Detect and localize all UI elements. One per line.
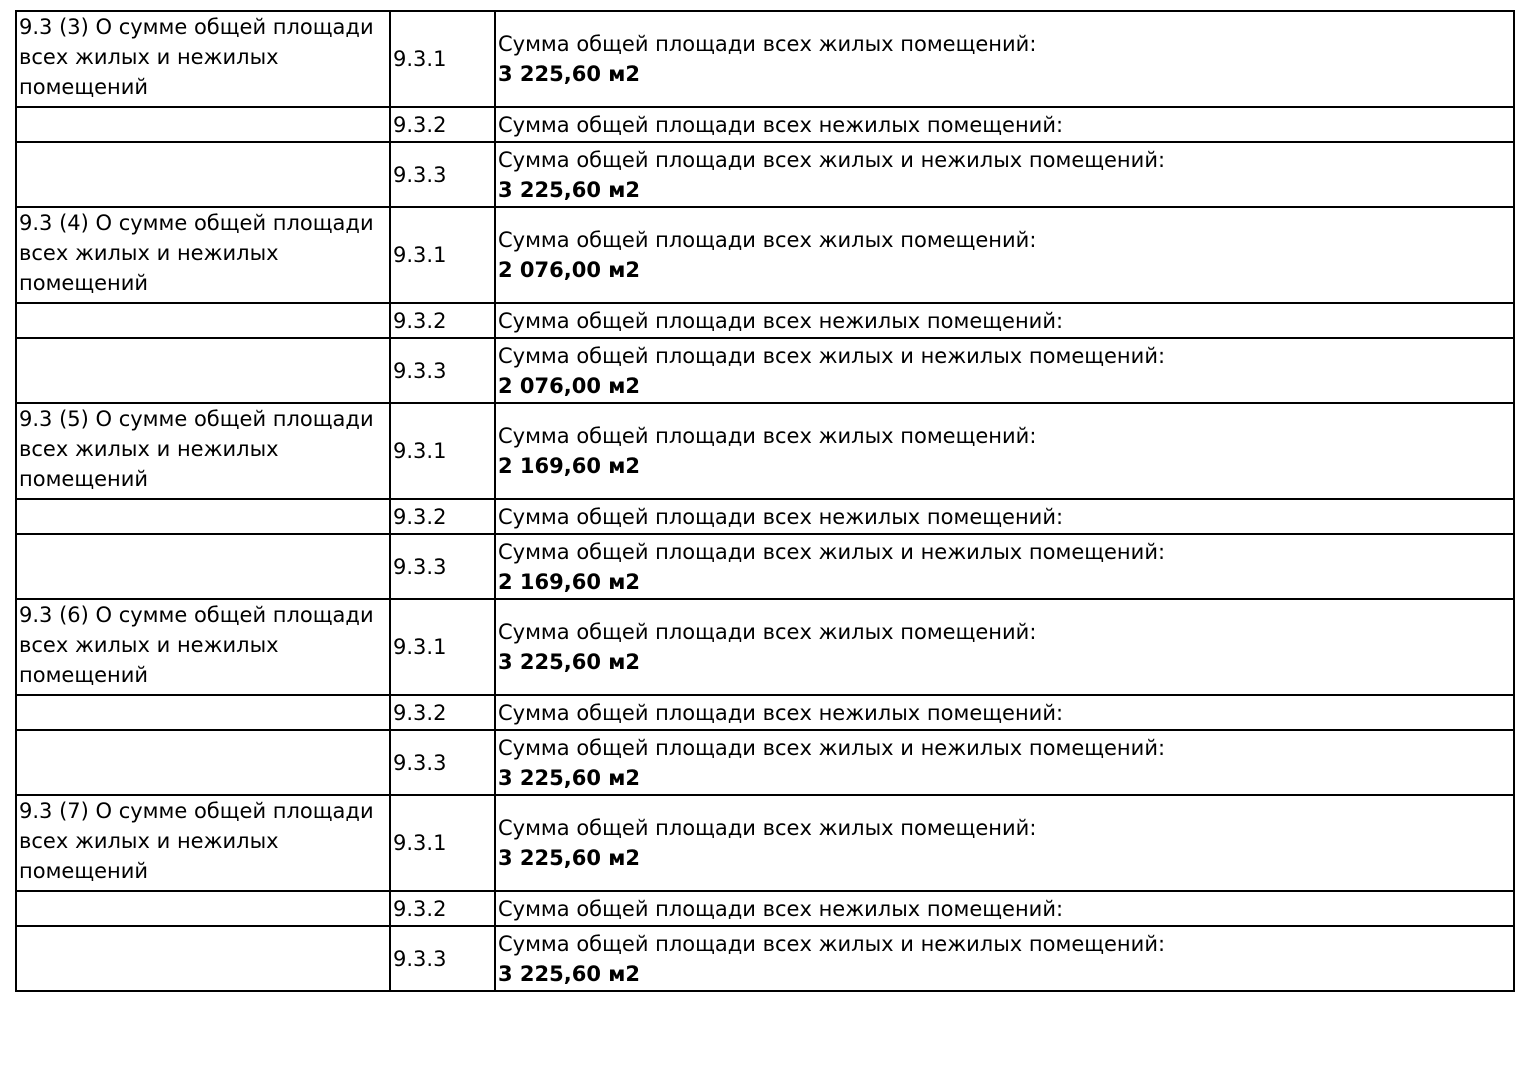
item-description-cell: [495, 795, 1514, 891]
item-description: Сумма общей площади всех жилых и нежилых помещений:: [498, 931, 1166, 956]
item-area-value: 2 076,00 м2: [498, 373, 641, 398]
item-description-cell: [495, 303, 1514, 338]
table-row: [16, 403, 1514, 499]
item-area-value: 3 225,60 м2: [498, 846, 641, 870]
item-description-cell: [495, 499, 1514, 534]
item-code-cell: 9.3.3: [390, 142, 495, 207]
item-code-cell: 9.3.3: [390, 730, 495, 795]
item-code-cell: 9.3.1: [390, 11, 495, 107]
item-description: Сумма общей площади всех нежилых помещений:: [498, 112, 1064, 137]
item-area-value: 3 225,60 м2: [498, 650, 641, 674]
item-description: Сумма общей площади всех жилых и нежилых помещений:: [498, 539, 1166, 564]
empty-title-cell: [16, 534, 390, 599]
table-row: [16, 730, 1514, 795]
empty-title-cell: [16, 891, 390, 926]
item-description-cell: [495, 11, 1514, 107]
table-row: [16, 142, 1514, 207]
section-title-cell: 9.3 (5) О сумме общей площади всех жилых и нежилых помещений: [16, 403, 390, 499]
table-row: [16, 338, 1514, 403]
empty-title-cell: [16, 695, 390, 730]
section-title-cell: 9.3 (7) О сумме общей площади всех жилых и нежилых помещений: [16, 795, 390, 891]
empty-title-cell: [16, 338, 390, 403]
item-description: Сумма общей площади всех нежилых помещений:: [498, 308, 1064, 333]
table-row: [16, 599, 1514, 695]
item-description: Сумма общей площади всех жилых и нежилых помещений:: [498, 147, 1166, 172]
item-code-cell: 9.3.2: [390, 303, 495, 338]
item-description: Сумма общей площади всех жилых и нежилых помещений:: [498, 735, 1166, 760]
item-area-value: 3 225,60 м2: [498, 62, 641, 86]
item-code-cell: 9.3.2: [390, 891, 495, 926]
item-area-value: 2 169,60 м2: [498, 454, 641, 478]
item-code-cell: 9.3.1: [390, 599, 495, 695]
empty-title-cell: [16, 926, 390, 991]
empty-title-cell: [16, 499, 390, 534]
item-code-cell: 9.3.2: [390, 499, 495, 534]
empty-title-cell: [16, 142, 390, 207]
table-body: [16, 11, 1514, 991]
item-area-value: 2 169,60 м2: [498, 569, 641, 594]
item-description-cell: [495, 107, 1514, 142]
table-row: [16, 499, 1514, 534]
item-description-cell: [495, 891, 1514, 926]
item-description-cell: [495, 207, 1514, 303]
item-description: Сумма общей площади всех жилых помещений:: [498, 228, 1037, 252]
item-code-cell: 9.3.2: [390, 107, 495, 142]
item-code-cell: 9.3.3: [390, 926, 495, 991]
item-area-value: 3 225,60 м2: [498, 177, 641, 202]
item-area-value: 3 225,60 м2: [498, 765, 641, 790]
table-row: [16, 11, 1514, 107]
item-area-value: 2 076,00 м2: [498, 258, 641, 282]
empty-title-cell: [16, 107, 390, 142]
item-description-cell: [495, 403, 1514, 499]
item-description: Сумма общей площади всех жилых и нежилых помещений:: [498, 343, 1166, 368]
section-title-cell: 9.3 (4) О сумме общей площади всех жилых и нежилых помещений: [16, 207, 390, 303]
table-row: [16, 695, 1514, 730]
item-description: Сумма общей площади всех нежилых помещений:: [498, 504, 1064, 529]
item-description-cell: [495, 926, 1514, 991]
item-description-cell: [495, 534, 1514, 599]
table-row: [16, 534, 1514, 599]
empty-title-cell: [16, 303, 390, 338]
item-description: Сумма общей площади всех жилых помещений:: [498, 620, 1037, 644]
table-row: [16, 107, 1514, 142]
table-row: [16, 207, 1514, 303]
table-row: [16, 303, 1514, 338]
item-description-cell: [495, 730, 1514, 795]
empty-title-cell: [16, 730, 390, 795]
item-description: Сумма общей площади всех жилых помещений:: [498, 32, 1037, 56]
item-description: Сумма общей площади всех нежилых помещений:: [498, 700, 1064, 725]
table-row: [16, 926, 1514, 991]
item-description: Сумма общей площади всех жилых помещений:: [498, 816, 1037, 840]
item-description-cell: [495, 599, 1514, 695]
table-row: [16, 891, 1514, 926]
item-description-cell: [495, 142, 1514, 207]
item-code-cell: 9.3.3: [390, 338, 495, 403]
item-code-cell: 9.3.1: [390, 403, 495, 499]
area-summary-table: [15, 10, 1515, 992]
item-code-cell: 9.3.1: [390, 207, 495, 303]
item-code-cell: 9.3.3: [390, 534, 495, 599]
item-description: Сумма общей площади всех нежилых помещений:: [498, 896, 1064, 921]
item-description-cell: [495, 695, 1514, 730]
section-title-cell: 9.3 (3) О сумме общей площади всех жилых и нежилых помещений: [16, 11, 390, 107]
item-description: Сумма общей площади всех жилых помещений:: [498, 424, 1037, 448]
item-area-value: 3 225,60 м2: [498, 961, 641, 986]
table-row: [16, 795, 1514, 891]
item-description-cell: [495, 338, 1514, 403]
section-title-cell: 9.3 (6) О сумме общей площади всех жилых и нежилых помещений: [16, 599, 390, 695]
item-code-cell: 9.3.1: [390, 795, 495, 891]
item-code-cell: 9.3.2: [390, 695, 495, 730]
